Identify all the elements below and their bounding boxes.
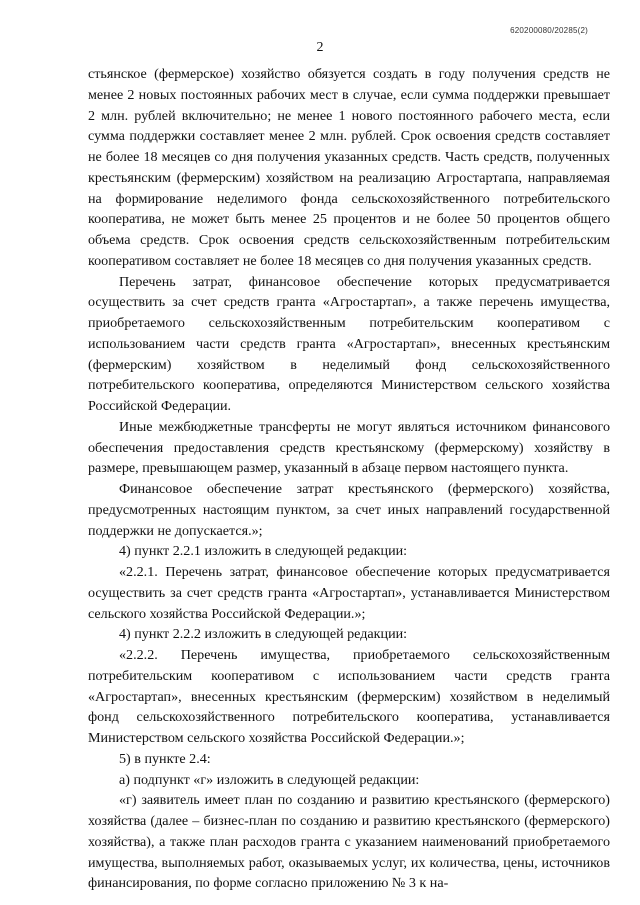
document-code: 620200080/20285(2)	[510, 26, 588, 35]
paragraph-subpoint-g-text: «г) заявитель имеет план по созданию и развитию крестьянского (фермерского) хозяйства (далее – бизнес-план по созданию и развитию крестьянского (фермерского) хозяйства), а также план расходов гранта с указанием наименований приобретаемого имущества, выполняемых работ, оказываемых услуг, их количества, цены, источников финансирования, по форме согласно приложению № 3 к на-	[88, 792, 610, 892]
paragraph-cost-list: Перечень затрат, финансовое обеспечение которых предусматривается осуществить за счет средств гранта «Агростартап», а также перечень имущества, приобретаемого сельскохозяйственным потребительским кооперативом с использованием части средств гранта «Агростартап», внесенных крестьянским (фермерским) хозяйством в неделимый фонд сельскохозяйственного потребительского кооператива, определяются Министерством сельского хозяйства Российской Федерации.	[88, 273, 610, 414]
paragraph-item-4-point-2-2-2: 4) пункт 2.2.2 изложить в следующей редакции:	[119, 626, 408, 643]
paragraph-item-4-point-2-2-1: 4) пункт 2.2.1 изложить в следующей редакции:	[119, 543, 408, 560]
paragraph-point-2-2-2-text: «2.2.2. Перечень имущества, приобретаемого сельскохозяйственным потребительским кооперативом с использованием части средств гранта «Агростартап», внесенных крестьянским (фермерским) хозяйством в неделимый фонд сельскохозяйственного потребительского кооператива, устанавливается Министерством сельского хозяйства Российской Федерации.»;	[88, 647, 610, 746]
document-body	[88, 64, 610, 894]
paragraph-point-2-2-1-text: «2.2.1. Перечень затрат, финансовое обеспечение которых предусматривается осуществить за счет средств гранта «Агростартап», устанавливается Министерством сельского хозяйства Российской Федерации.»;	[88, 564, 610, 622]
paragraph-item-5-point-2-4: 5) в пункте 2.4:	[119, 750, 211, 767]
paragraph-subpoint-g: а) подпункт «г» изложить в следующей редакции:	[119, 771, 420, 788]
paragraph-interbudget-transfers: Иные межбюджетные трансферты не могут являться источником финансового обеспечения предоставления средств крестьянскому (фермерскому) хозяйству в размере, превышающем размер, указанный в абзаце первом настоящего пункта.	[88, 418, 610, 477]
paragraph-financing-restriction: Финансовое обеспечение затрат крестьянского (фермерского) хозяйства, предусмотренных настоящим пунктом, за счет иных направлений государственной поддержки не допускается.»;	[88, 481, 610, 539]
paragraph-continuation: стьянское (фермерское) хозяйство обязуется создать в году получения средств не менее 2 новых постоянных рабочих мест в случае, если сумма поддержки превышает 2 млн. рублей включительно; не менее 1 нового постоянного рабочего места, если сумма поддержки составляет менее 2 млн. рублей. Срок освоения средств составляет не более 18 месяцев со дня получения указанных средств. Часть средств, полученных крестьянским (фермерским) хозяйством на реализацию Агростартапа, направляемая на формирование неделимого фонда сельскохозяйственного потребительского кооператива, не может быть менее 25 процентов и не более 50 процентов общего объема средств. Срок освоения средств сельскохозяйственным потребительским кооперативом составляет не более 18 месяцев со дня получения указанных средств.	[88, 66, 610, 269]
page-number: 2	[316, 40, 324, 55]
